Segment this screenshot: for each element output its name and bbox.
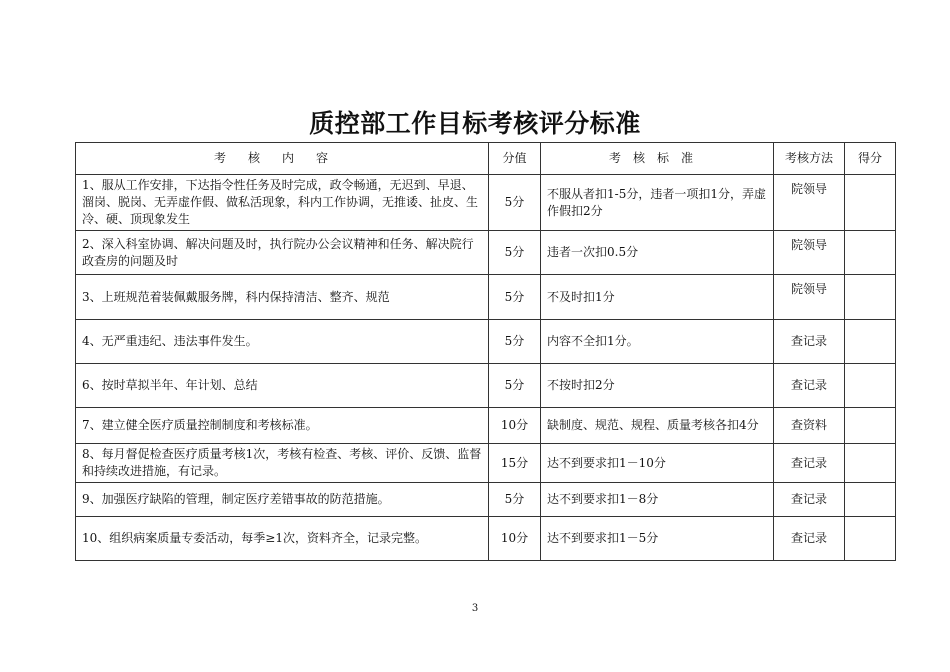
header-score: 分值 bbox=[489, 143, 541, 175]
header-method: 考核方法 bbox=[774, 143, 845, 175]
row-standard: 缺制度、规范、规程、质量考核各扣4分 bbox=[541, 408, 774, 444]
row-method: 查记录 bbox=[774, 320, 845, 364]
row-method: 查记录 bbox=[774, 444, 845, 483]
table-row bbox=[76, 231, 896, 275]
row-method: 查记录 bbox=[774, 517, 845, 561]
table-row bbox=[76, 364, 896, 408]
row-score: 15分 bbox=[489, 444, 541, 483]
row-result bbox=[845, 517, 896, 561]
row-result bbox=[845, 175, 896, 231]
row-standard: 违者一次扣0.5分 bbox=[541, 231, 774, 275]
row-result bbox=[845, 320, 896, 364]
page-title: 质控部工作目标考核评分标准 bbox=[309, 109, 641, 138]
row-score: 5分 bbox=[489, 231, 541, 275]
header-standard: 考核标准 bbox=[541, 143, 774, 175]
header-content: 考核内容 bbox=[76, 143, 489, 175]
table-header-row bbox=[76, 143, 896, 175]
row-score: 5分 bbox=[489, 320, 541, 364]
row-content: 1、服从工作安排，下达指令性任务及时完成，政令畅通，无迟到、早退、溜岗、脱岗、无弄虚作假、做私活现象，科内工作协调，无推诿、扯皮、生冷、硬、顶现象发生 bbox=[76, 175, 489, 231]
row-content: 9、加强医疗缺陷的管理，制定医疗差错事故的防范措施。 bbox=[76, 483, 489, 517]
row-result bbox=[845, 231, 896, 275]
row-standard: 达不到要求扣1－5分 bbox=[541, 517, 774, 561]
table-row bbox=[76, 275, 896, 320]
table-row bbox=[76, 517, 896, 561]
row-score: 5分 bbox=[489, 483, 541, 517]
scoring-table bbox=[75, 142, 896, 561]
row-method: 查记录 bbox=[774, 364, 845, 408]
header-result: 得分 bbox=[845, 143, 896, 175]
table-row bbox=[76, 175, 896, 231]
table-row bbox=[76, 444, 896, 483]
row-score: 5分 bbox=[489, 275, 541, 320]
row-result bbox=[845, 444, 896, 483]
page-number: 3 bbox=[471, 603, 479, 614]
row-score: 5分 bbox=[489, 175, 541, 231]
row-score: 5分 bbox=[489, 364, 541, 408]
row-content: 8、每月督促检查医疗质量考核1次，考核有检查、考核、评价、反馈、监督和持续改进措施，有记录。 bbox=[76, 444, 489, 483]
row-content: 2、深入科室协调、解决问题及时，执行院办公会议精神和任务、解决院行政查房的问题及时 bbox=[76, 231, 489, 275]
row-content: 3、上班规范着装佩戴服务牌，科内保持清洁、整齐、规范 bbox=[76, 275, 489, 320]
row-result bbox=[845, 364, 896, 408]
row-content: 7、建立健全医疗质量控制制度和考核标准。 bbox=[76, 408, 489, 444]
row-method: 院领导 bbox=[774, 175, 845, 231]
row-content: 4、无严重违纪、违法事件发生。 bbox=[76, 320, 489, 364]
row-score: 10分 bbox=[489, 517, 541, 561]
row-result bbox=[845, 408, 896, 444]
row-method: 院领导 bbox=[774, 275, 845, 320]
row-standard: 不按时扣2分 bbox=[541, 364, 774, 408]
row-method: 查记录 bbox=[774, 483, 845, 517]
row-standard: 达不到要求扣1－10分 bbox=[541, 444, 774, 483]
row-standard: 内容不全扣1分。 bbox=[541, 320, 774, 364]
row-standard: 不及时扣1分 bbox=[541, 275, 774, 320]
table-row bbox=[76, 483, 896, 517]
row-score: 10分 bbox=[489, 408, 541, 444]
table-row bbox=[76, 320, 896, 364]
row-result bbox=[845, 483, 896, 517]
row-content: 10、组织病案质量专委活动，每季≥1次，资料齐全，记录完整。 bbox=[76, 517, 489, 561]
row-method: 查资料 bbox=[774, 408, 845, 444]
row-result bbox=[845, 275, 896, 320]
row-standard: 达不到要求扣1－8分 bbox=[541, 483, 774, 517]
row-standard: 不服从者扣1-5分，违者一项扣1分，弄虚作假扣2分 bbox=[541, 175, 774, 231]
row-method: 院领导 bbox=[774, 231, 845, 275]
table-row bbox=[76, 408, 896, 444]
row-content: 6、按时草拟半年、年计划、总结 bbox=[76, 364, 489, 408]
